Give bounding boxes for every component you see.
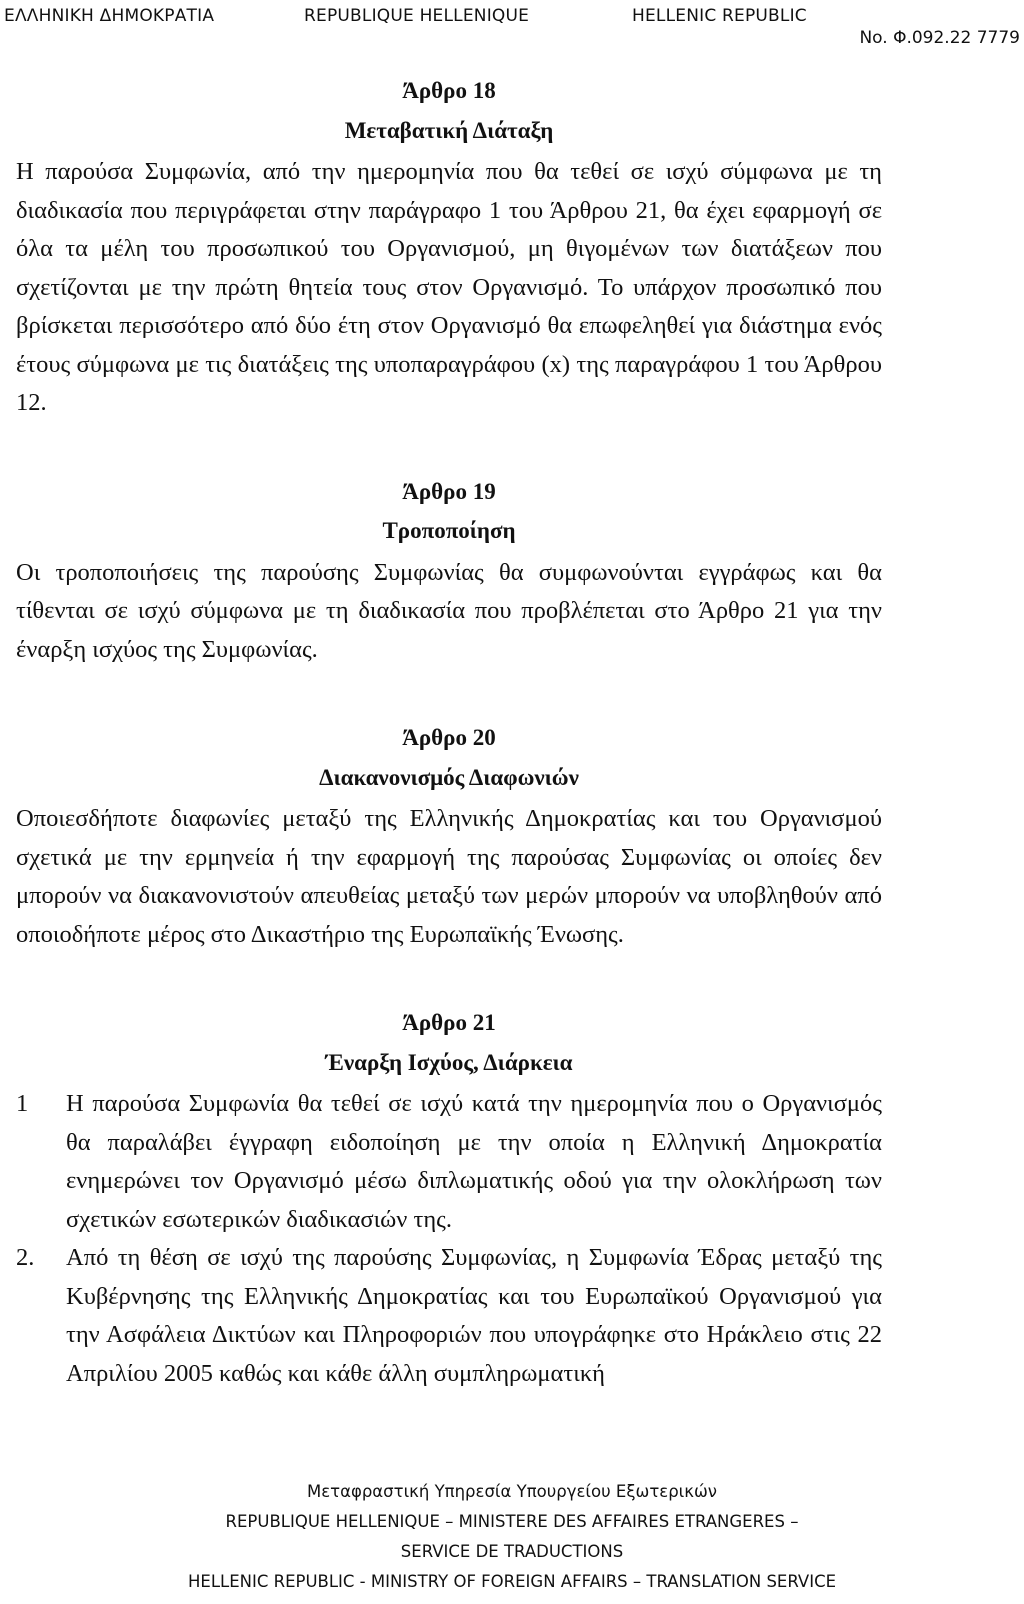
article-paragraph: Η παρούσα Συμφωνία, από την ημερομηνία που θα τεθεί σε ισχύ σύμφωνα με τη διαδικασία που περιγράφεται στην παράγραφο 1 του Άρθρου 21, θα έχει εφαρμογή σε όλα τα μέλη του προσωπικού του Οργανισμού, μη θιγομένων των διατάξεων που σχετίζονται με την πρώτη θητεία τους στον Οργανισμό. Το υπάρχον προσωπικό που βρίσκεται περισσότερο από δύο έτη στον Οργανισμό θα επωφεληθεί για διάστημα ενός έτους σύμφωνα με τις διατάξεις της υποπαραγράφου (x) της παραγράφου 1 του Άρθρου 12. (16, 158, 882, 416)
list-item (16, 1239, 882, 1393)
footer-line-french: REPUBLIQUE HELLENIQUE – MINISTERE DES AFFAIRES ETRANGERES – (225, 1512, 799, 1531)
item-number: 2. (16, 1244, 35, 1271)
article-number: Άρθρο 20 (402, 725, 496, 750)
footer-line-greek: Μεταφραστική Υπηρεσία Υπουργείου Εξωτερικών (306, 1482, 718, 1501)
article-title: Διακανονισμός Διαφωνιών (319, 764, 579, 790)
header-english-republic: HELLENIC REPUBLIC (632, 6, 807, 26)
article-18 (16, 72, 882, 423)
item-number: 1 (16, 1090, 29, 1117)
article-paragraph: Οποιεσδήποτε διαφωνίες μεταξύ της Ελληνικής Δημοκρατίας και του Οργανισμού σχετικά με την ερμηνεία ή την εφαρμογή της παρούσας Συμφωνίας οι οποίες δεν μπορούν να διακανονιστούν απευθείας μεταξύ των μερών μπορούν να υποβληθούν από οποιοδήποτε μέρος στο Δικαστήριο της Ευρωπαϊκής Ένωσης. (16, 805, 882, 948)
page-header (4, 6, 1018, 30)
article-items (16, 1085, 882, 1393)
article-20 (16, 719, 882, 954)
list-item (16, 1085, 882, 1239)
header-greek-republic: ΕΛΛΗΝΙΚΗ ΔΗΜΟΚΡΑΤΙΑ (4, 6, 215, 26)
article-21 (16, 1004, 882, 1393)
article-number: Άρθρο 18 (402, 78, 496, 103)
header-french-republic: REPUBLIQUE HELLENIQUE (304, 6, 530, 26)
item-text: Από τη θέση σε ισχύ της παρούσης Συμφωνίας, η Συμφωνία Έδρας μεταξύ της Κυβέρνησης της Ελληνικής Δημοκρατίας και του Ευρωπαϊκού Οργανισμού για την Ασφάλεια Δικτύων και Πληροφοριών που υπογράφηκε στο Ηράκλειο στις 22 Απριλίου 2005 καθώς και κάθε άλλη συμπληρωματική (66, 1244, 882, 1387)
footer-line-english: HELLENIC REPUBLIC - MINISTRY OF FOREIGN AFFAIRS – TRANSLATION SERVICE (187, 1572, 837, 1591)
article-paragraph: Οι τροποποιήσεις της παρούσης Συμφωνίας θα συμφωνούνται εγγράφως και θα τίθενται σε ισχύ σύμφωνα με τη διαδικασία που προβλέπεται στο Άρθρο 21 για την έναρξη ισχύος της Συμφωνίας. (16, 558, 882, 663)
article-title: Έναρξη Ισχύος, Διάρκεια (325, 1049, 573, 1075)
article-title: Τροποποίηση (382, 518, 516, 543)
document-body (16, 72, 882, 1443)
footer-line-french-service: SERVICE DE TRADUCTIONS (400, 1542, 624, 1561)
article-title: Μεταβατική Διάταξη (344, 117, 554, 143)
article-number: Άρθρο 19 (402, 478, 496, 504)
item-text: Η παρούσα Συμφωνία θα τεθεί σε ισχύ κατά την ημερομηνία που ο Οργανισμός θα παραλάβει έγγραφη ειδοποίηση με την οποία η Ελληνική Δημοκρατία ενημερώνει τον Οργανισμό μέσω διπλωματικής οδού για την ολοκλήρωση των σχετικών εσωτερικών διαδικασιών της. (66, 1090, 882, 1233)
document-number: No. Φ.092.22 7779 (859, 28, 1020, 48)
article-number: Άρθρο 21 (402, 1010, 496, 1035)
article-19 (16, 473, 882, 670)
page-footer (0, 1477, 1024, 1597)
